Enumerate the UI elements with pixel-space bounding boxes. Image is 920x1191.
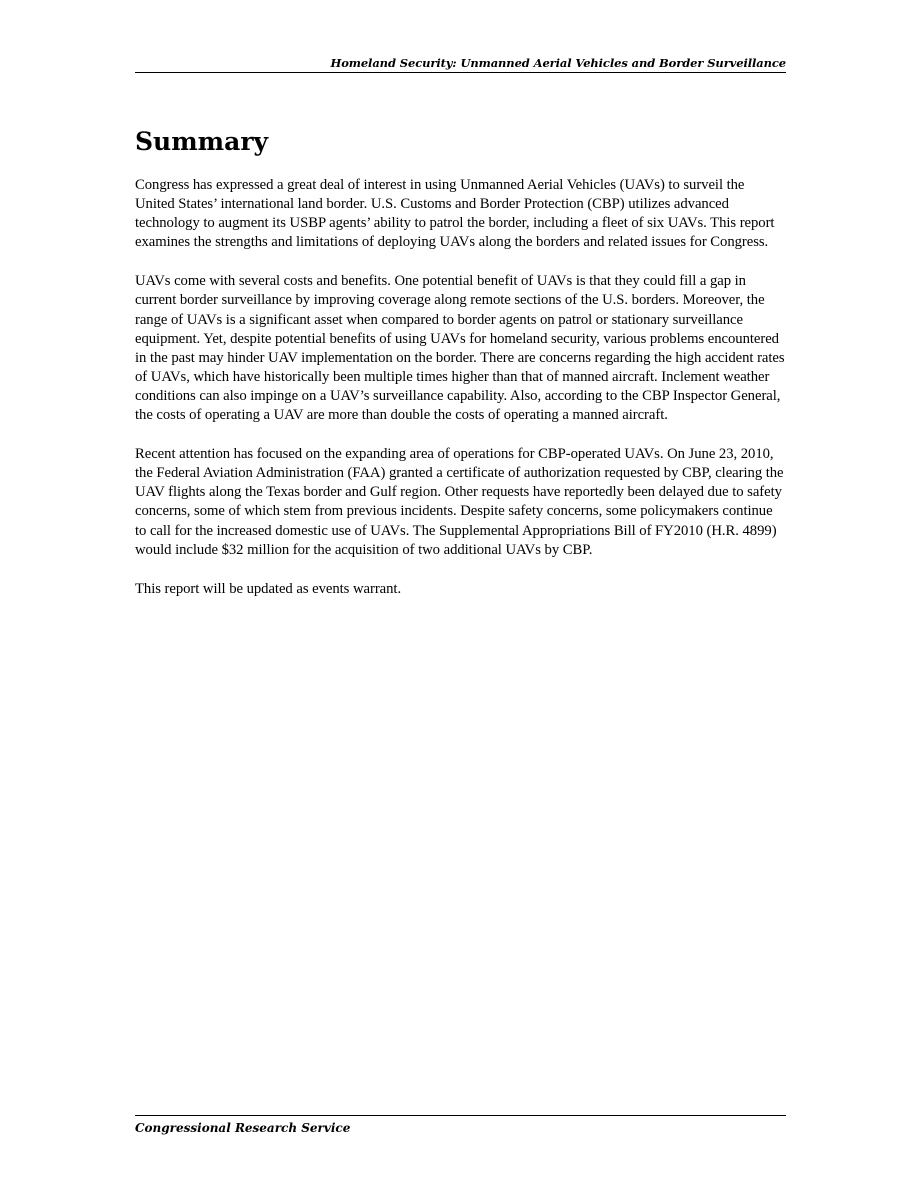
running-header: Homeland Security: Unmanned Aerial Vehicles and Border Surveillance: [330, 56, 786, 70]
paragraph-intro: Congress has expressed a great deal of interest in using Unmanned Aerial Vehicles (UAVs) to surveil the United States’ international land border. U.S. Customs and Border Protection (CBP) utilizes advanced technology to augment its USBP agents’ ability to patrol the border, including a fleet of six UAVs. This report examines the strengths and limitations of deploying UAVs along the borders and related issues for Congress.: [135, 177, 775, 251]
footer-divider: [135, 1115, 786, 1116]
paragraph-costs-benefits: UAVs come with several costs and benefits. One potential benefit of UAVs is that they could fill a gap in current border surveillance by improving coverage along remote sections of the U.S. borders. Moreover, the range of UAVs is a significant asset when compared to border agents on patrol or stationary surveillance equipment. Yet, despite potential benefits of using UAVs for homeland security, various problems encountered in the past may hinder UAV implementation on the border. There are concerns regarding the high accident rates of UAVs, which have historically been multiple times higher than that of manned aircraft. Inclement weather conditions can also impinge on a UAV’s surveillance capability. Also, according to the CBP Inspector General, the costs of operating a UAV are more than double the costs of operating a manned aircraft.: [135, 273, 785, 424]
paragraph-update-note: This report will be updated as events warrant.: [135, 580, 402, 597]
summary-body: [135, 176, 787, 619]
paragraph-recent-attention: Recent attention has focused on the expanding area of operations for CBP-operated UAVs. On June 23, 2010, the Federal Aviation Administration (FAA) granted a certificate of authorization requested by CBP, clearing the UAV flights along the Texas border and Gulf region. Other requests have reportedly been delayed due to safety concerns, some of which stem from previous incidents. Despite safety concerns, some policymakers continue to call for the increased domestic use of UAVs. The Supplemental Appropriations Bill of FY2010 (H.R. 4899) would include $32 million for the acquisition of two additional UAVs by CBP.: [135, 446, 784, 558]
section-title: Summary: [135, 127, 269, 156]
header-divider: [135, 72, 786, 73]
running-footer: Congressional Research Service: [135, 1121, 351, 1135]
